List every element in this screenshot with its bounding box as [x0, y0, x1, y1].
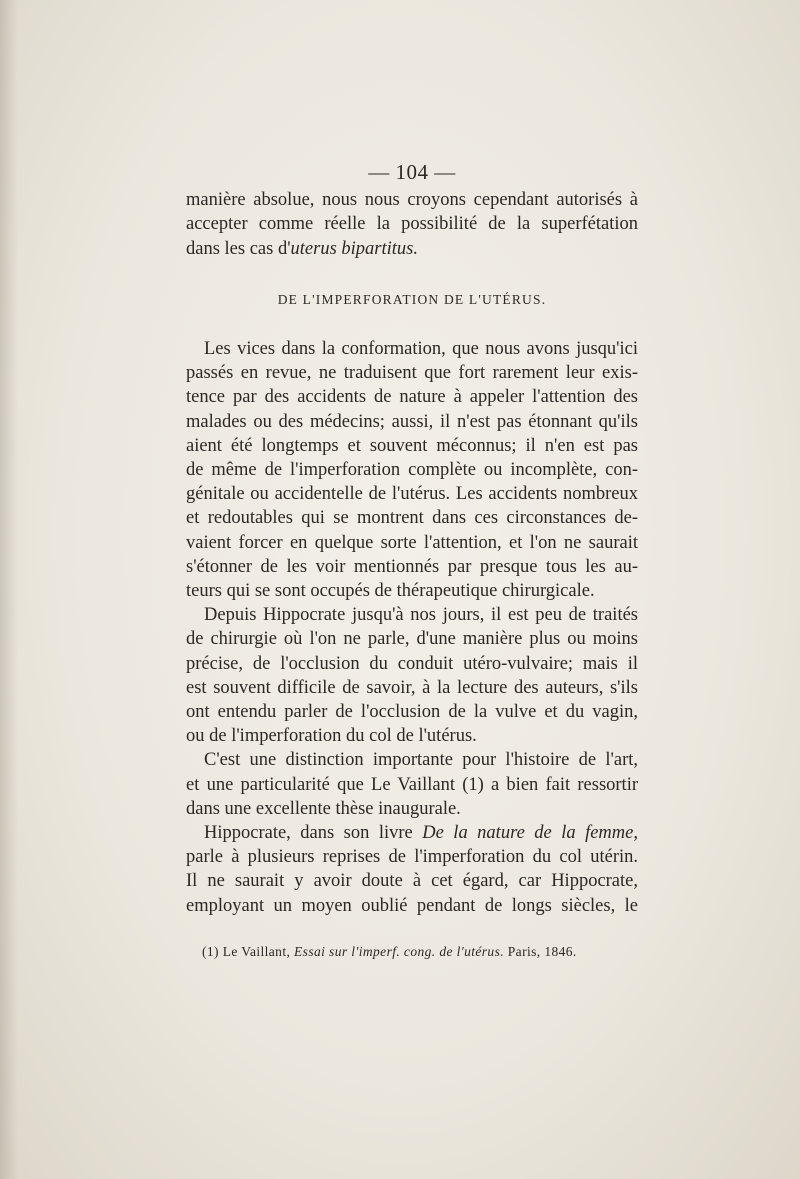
footnote — [202, 944, 622, 960]
text-line: accepter comme réelle la possibilité de la superfétation — [186, 214, 638, 235]
text-line: employant un moyen oublié pendant de longs siècles, le — [186, 895, 638, 916]
text-line: Il ne saurait y avoir doute à cet égard, car Hippocrate, — [186, 871, 638, 892]
text-line: s'étonner de les voir mentionnés par presque tous les au- — [186, 556, 638, 577]
text-line: vaient forcer en quelque sorte l'attention, et l'on ne saurait — [186, 532, 638, 553]
text-fragment: Hippocrate, dans son livre — [204, 823, 423, 844]
footnote-prefix: (1) Le Vaillant, — [202, 944, 295, 959]
footnote-suffix: Paris, 1846. — [504, 944, 577, 959]
italic-title: De la nature de la femme, — [422, 823, 638, 844]
paragraph-3 — [186, 748, 638, 821]
text-line: Les vices dans la conformation, que nous avons jusqu'ici — [204, 339, 638, 360]
paragraph-1 — [186, 337, 638, 603]
text-fragment: dans les cas d' — [186, 238, 291, 259]
text-line: malades ou des médecins; aussi, il n'est pas étonnant qu'ils — [186, 411, 638, 432]
text-line: passés en revue, ne traduisent que fort rarement leur exis- — [186, 363, 638, 384]
text-line: C'est une distinction importante pour l'histoire de l'art, — [204, 750, 638, 771]
text-block — [186, 160, 638, 918]
text-line — [186, 237, 638, 261]
text-line: précise, de l'occlusion du conduit utéro-vulvaire; mais il — [186, 653, 638, 674]
text-line: génitale ou accidentelle de l'utérus. Les accidents nombreux — [186, 484, 638, 505]
text-line: de même de l'imperforation complète ou incomplète, con- — [186, 460, 638, 481]
text-line: ont entendu parler de l'occlusion de la vulve et du vagin, — [186, 702, 638, 723]
text-line: et redoutables qui se montrent dans ces circonstances de- — [186, 508, 638, 529]
text-line: manière absolue, nous nous croyons cependant autorisés à — [186, 190, 638, 211]
text-line: Depuis Hippocrate jusqu'à nos jours, il est peu de traités — [204, 605, 638, 626]
text-line: tence par des accidents de nature à appeler l'attention des — [186, 387, 638, 408]
paragraph-2 — [186, 603, 638, 748]
section-heading: DE L'IMPERFORATION DE L'UTÉRUS. — [277, 291, 547, 307]
text-line: est souvent difficile de savoir, à la lecture des auteurs, s'ils — [186, 677, 638, 698]
intro-paragraph — [186, 188, 638, 261]
text-line: parle à plusieurs reprises de l'imperforation du col utérin. — [186, 847, 638, 868]
footnote-title: Essai sur l'imperf. cong. de l'utérus. — [294, 944, 504, 959]
text-line: teurs qui se sont occupés de thérapeutique chirurgicale. — [186, 581, 595, 602]
text-line: et une particularité que Le Vaillant (1) a bien fait ressortir — [186, 774, 638, 795]
paragraph-4 — [186, 821, 638, 918]
page-number: — 104 — — [368, 160, 456, 184]
text-line: de chirurgie où l'on ne parle, d'une manière plus ou moins — [186, 629, 638, 650]
italic-term: uterus bipartitus. — [290, 238, 419, 259]
text-line: dans une excellente thèse inaugurale. — [186, 798, 461, 819]
text-line: ou de l'imperforation du col de l'utérus. — [186, 726, 477, 747]
text-line — [186, 821, 638, 845]
text-line: aient été longtemps et souvent méconnus; il n'en est pas — [186, 435, 638, 456]
